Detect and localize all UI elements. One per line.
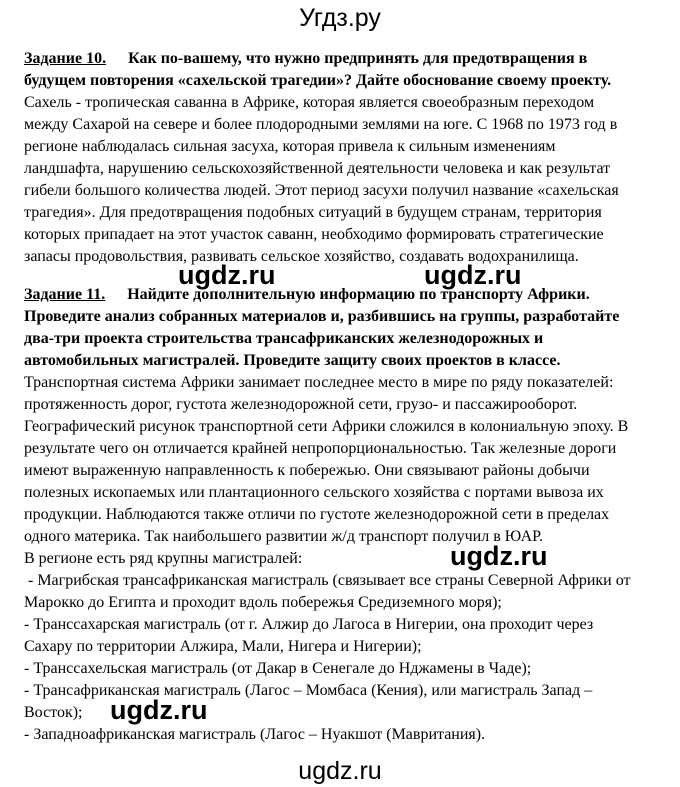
task10-answer-line: запасы продовольствия, развивать сельское хозяйство, создавать водохранилища. (24, 248, 579, 265)
task10-answer-line: трагедия». Для предотвращения подобных ситуаций в будущем странам, территория (24, 204, 602, 221)
task11-answer-line: Транспортная система Африки занимает последнее место в мире по ряду показателей: (24, 374, 614, 391)
task11-answer-line: протяженность дорог, густота железнодорожной сети, грузо- и пассажирооборот. (24, 396, 578, 413)
highway-item: - Магрибская трансафриканская магистраль (связывает все страны Северной Африки от (24, 572, 631, 589)
task10-answer-line: гибели большого количества людей. Этот период засухи получил название «сахельская (24, 182, 619, 199)
highway-item: - Трансафриканская магистраль (Лагос – Момбаса (Кения), или магистраль Запад – (24, 682, 593, 699)
task11-answer-line: Географический рисунок транспортной сети Африки сложился в колониальную эпоху. В (24, 418, 629, 435)
watermark: ugdz.ru (424, 260, 522, 290)
task11-answer-line: продукции. Наблюдаются также отличи по густоте железнодорожной сети в пределах (24, 506, 610, 523)
highway-item: - Транссахарская магистраль (от г. Алжир до Лагоса в Нигерии, она проходит через (24, 616, 594, 633)
site-header: Угдз.ру (299, 4, 381, 32)
task11-answer-line: полезных ископаемых или плантационного сельского хозяйства с портами вывоза их (24, 484, 604, 501)
task10-question-line1 (24, 48, 587, 70)
task11-answer-line: В регионе есть ряд крупны магистралей: (24, 550, 303, 567)
watermark: ugdz.ru (178, 260, 276, 290)
task10-answer-line: Сахель - тропическая саванна в Африке, которая является своеобразным переходом (24, 94, 595, 111)
task10-answer-line: между Сахарой на севере и более плодородными землями на юге. С 1968 по 1973 год в (24, 116, 618, 133)
task11-answer-line: результате чего он отличается крайней непропорциональностью. Так железные дороги (24, 440, 617, 457)
task11-answer-line: одного материка. Так наибольшего развитии ж/д транспорт получил в ЮАР. (24, 528, 544, 545)
watermark: ugdz.ru (450, 541, 548, 571)
highway-item-continued: Сахару по территории Алжира, Мали, Нигера и Нигерии); (24, 638, 422, 655)
task11-question-line1 (24, 284, 590, 306)
task11-label: Задание 11. (24, 286, 106, 303)
highway-item: - Транссахельская магистраль (от Дакар в Сенегале до Нджамены в Чаде); (24, 660, 532, 677)
task11-question-line3: два-три проекта строительства трансафриканских железнодорожных и (24, 330, 544, 347)
task11-question-part1: Найдите дополнительную информацию по транспорту Африки. (127, 286, 590, 303)
highway-item-continued: Марокко до Египта и проходит вдоль побережья Средиземного моря); (24, 594, 502, 611)
task10-question-line2: будущем повторения «сахельской трагедии»? Дайте обоснование своему проекту. (24, 72, 612, 89)
task10-question-part1: Как по-вашему, что нужно предпринять для предотвращения в (128, 50, 588, 67)
highway-item: - Западноафриканская магистраль (Лагос – Нуакшот (Мавритания). (24, 726, 486, 743)
task10-label: Задание 10. (24, 50, 107, 67)
task10-answer-line: ландшафта, нарушению сельскохозяйственной деятельности человека и как результат (24, 160, 611, 177)
watermark: ugdz.ru (110, 695, 208, 725)
site-footer: ugdz.ru (298, 757, 382, 785)
task10-answer-line: которых припадает на этот участок саванн, необходимо формировать стратегические (24, 226, 604, 243)
highway-item-continued: Восток); (24, 704, 83, 721)
task11-answer-line: имеют выраженную направленность к побережью. Они связывают районы добычи (24, 462, 590, 479)
task11-question-line4: автомобильных магистралей. Проведите защиту своих проектов в классе. (24, 352, 561, 369)
task11-question-line2: Проведите анализ собранных материалов и, разбившись на группы, разработайте (24, 308, 620, 325)
task10-answer-line: регионе наблюдалась сильная засуха, которая привела к сильным изменениям (24, 138, 556, 155)
